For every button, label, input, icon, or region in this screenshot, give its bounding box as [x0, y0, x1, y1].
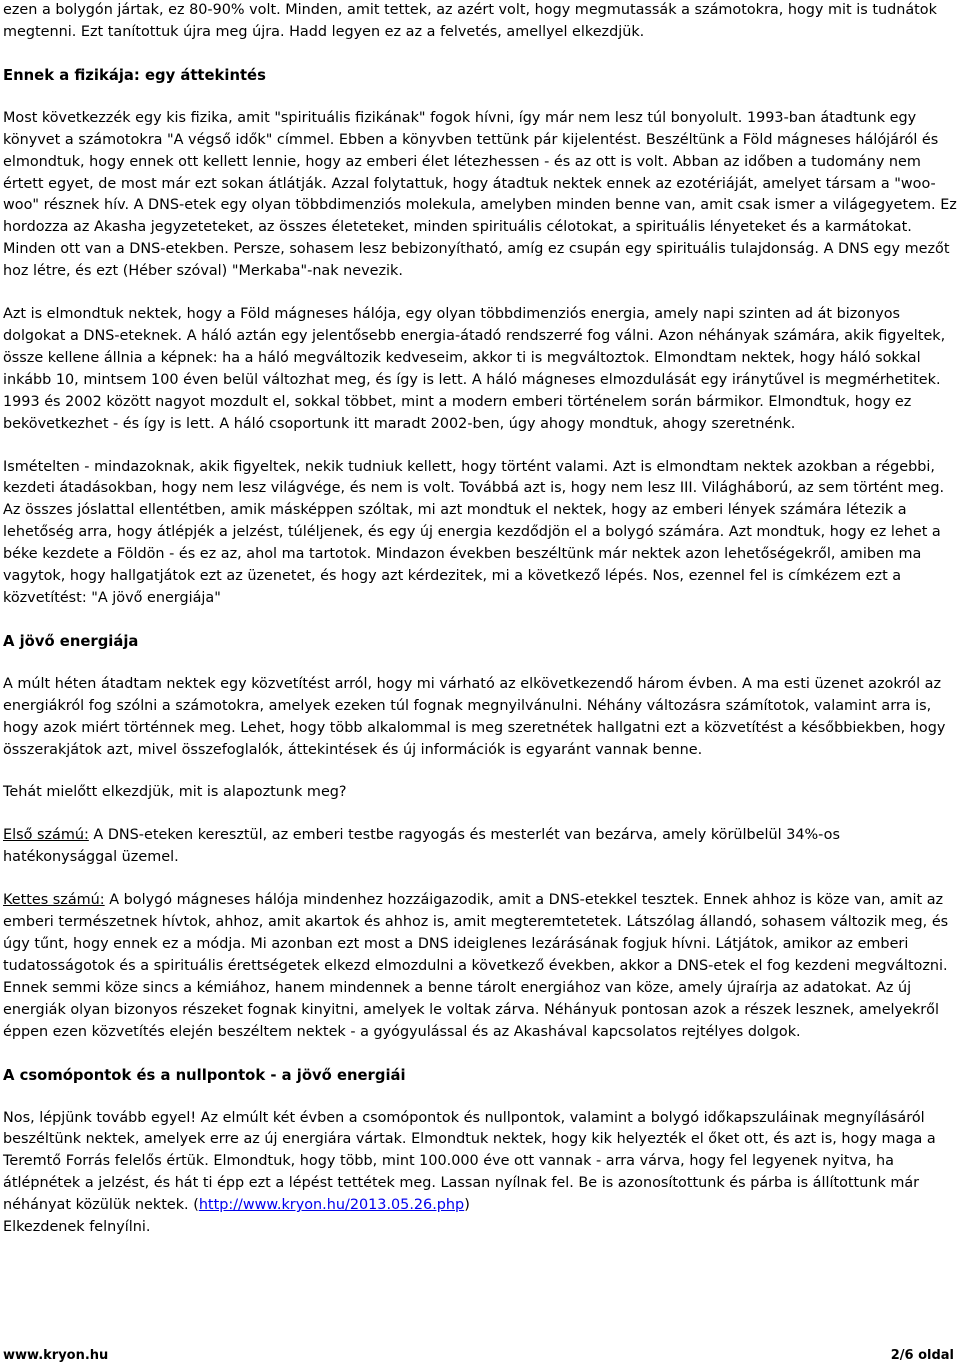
first-point-paragraph — [3, 825, 957, 869]
footer-page-number: 2/6 oldal — [890, 1348, 954, 1363]
first-point-text: A DNS-eteken keresztül, az emberi testbe ragyogás és mesterlét van bezárva, amely körülbelül 34%-os hatékonysággal üzemel. — [3, 827, 840, 866]
end-text: Elkezdenek felnyílni. — [3, 1219, 151, 1236]
repeat-paragraph: Ismételten - mindazoknak, akik figyeltek, nekik tudniuk kellett, hogy történt valami. Azt is elmondtam nektek azokban a régebbi, kezdeti átadásokban, hogy nem lesz világvége, és nem is volt. Továbbá azt is, hogy nem lesz III. Világháború, az sem történt meg. Az összes jóslattal ellentétben, amik másképpen szóltak, mi azt mondtuk el nektek, hogy az emberi lények számára létezik a lehetőség arra, hogy átlépjék a jelzést, túléljenek, és egy új energia kezdődjön el a bolygó számára. Azt mondtuk, hogy ez lehet a béke kezdete a Földön - és ez az, ahol ma tartotok. Mindazon években beszéltünk már nektek azon lehetőségekről, amiben ma vagytok, hogy hallgatjátok ezt az üzenetet, és hogy azt kérdezitek, mi a következő lépés. Nos, ezennel fel is címkézem ezt a közvetítést: "A jövő energiája" — [3, 458, 945, 606]
page-footer — [3, 1347, 954, 1365]
second-point-paragraph — [3, 890, 957, 1043]
kryon-link[interactable]: http://www.kryon.hu/2013.05.26.php — [198, 1197, 465, 1214]
second-point-label: Kettes számú: — [3, 892, 105, 909]
first-point-label: Első számú: — [3, 827, 89, 844]
physics-paragraph: Most következzék egy kis fizika, amit "spirituális fizikának" fogok hívni, így már nem lesz túl bonyolult. 1993-ban átadtunk egy könyvet a számotokra "A végső idők" címmel. Ebben a könyvben tettünk pár kijelentést. Beszéltünk a Föld mágneses hálójáról és elmondtuk, hogy ennek ott kellett lennie, hogy az emberi élet létezhessen - és az ott is volt. Abban az időben a tudomány nem értett egyet, de most már ezt sokan átlátják. Azzal folytattuk, hogy átadtuk nektek ennek az ezotériáját, amelyet társam a "woo-woo" résznek hív. A DNS-etek egy olyan többdimenziós molekula, amelyben minden benne van, amit csak ismer a világegyetem. Ez hordozza az Akasha jegyzeteteket, az összes életeteket, minden spirituális célotokat, a spirituális lényeteket és a karmátokat. Minden ott van a DNS-etekben. Persze, sohasem lesz bebizonyítható, amíg ez csupán egy spirituális tulajdonság. A DNS egy mezőt hoz létre, és ezt (Héber szóval) "Merkaba"-nak nevezik. — [3, 109, 957, 280]
nodes-block — [3, 1108, 957, 1239]
nodes-paragraph — [3, 1108, 957, 1239]
intro-paragraph: ezen a bolygón jártak, ez 80-90% volt. Minden, amit tettek, az azért volt, hogy megmutassák a számotokra, hogy mit is tudnátok megtenni. Ezt tanítottuk újra meg újra. Hadd legyen ez az a felvetés, amellyel elkezdjük. — [3, 2, 937, 40]
heading-physics: Ennek a fizikája: egy áttekintés — [3, 66, 266, 84]
question-paragraph: Tehát mielőtt elkezdjük, mit is alapoztunk meg? — [3, 784, 347, 801]
footer-site: www.kryon.hu — [3, 1348, 109, 1363]
document-page — [3, 0, 957, 1239]
grid-paragraph: Azt is elmondtuk nektek, hogy a Föld mágneses hálója, egy olyan többdimenziós energia, amely napi szinten ad át bizonyos dolgokat a DNS-eteknek. A háló aztán egy jelentősebb energia-átadó rendszerré fog válni. Azon néhányak számára, akik figyeltek, össze kellene állnia a képnek: ha a háló megváltozik kedveseim, akkor ti is megváltoztok. Elmondtam nektek, hogy háló sokkal inkább 10, mintsem 100 éven belül változhat meg, és így is lett. A háló mágneses elmozdulását egy iránytűvel is megmérhetitek. 1993 és 2002 között nagyot mozdult el, sokkal többet, mint a modern emberi történelem során bármikor. Elmondtuk, hogy ez bekövetkezhet - és így is lett. A háló csoportunk itt maradt 2002-ben, úgy ahogy mondtuk, ahogy szeretnénk. — [3, 306, 946, 432]
nodes-close: ) — [464, 1197, 470, 1214]
heading-nodes: A csomópontok és a nullpontok - a jövő energiái — [3, 1066, 406, 1084]
future-paragraph: A múlt héten átadtam nektek egy közvetítést arról, hogy mi várható az elkövetkezendő három évben. A ma esti üzenet azokról az energiákról fog szólni a számotokra, amelyek ezeken túl fognak megnyilvánulni. Néhány változásra számítotok, valamint arra is, hogy azok miért történnek meg. Lehet, hogy több alkalommal is meg szeretnétek hallgatni ezt a közvetítést a későbbiekben, hogy összerakjátok azt, mivel összefoglalók, áttekintések és új információk is egyaránt vannak benne. — [3, 675, 946, 758]
heading-future: A jövő energiája — [3, 632, 139, 650]
nodes-text: Nos, lépjünk tovább egyel! Az elmúlt két évben a csomópontok és nullpontok, valamint a bolygó időkapszuláinak megnyílásáról beszéltünk nektek, amelyek erre az új energiára vártak. Elmondtuk nektek, hogy kik helyezték el őket ott, és azt is, hogy maga a Teremtő Forrás felelős értük. Elmondtuk, hogy több, mint 100.000 éve ott vannak - arra várva, hogy fel legyenek nyitva, ha átlépnétek a jelzést, és hát ti épp ezt a lépést tettétek meg. Lassan nyílnak fel. Be is azonosítottunk és párba is állítottunk már néhányat közülük nektek. ( — [3, 1109, 936, 1214]
second-point-text: A bolygó mágneses hálója mindenhez hozzáigazodik, amit a DNS-etekkel tesztek. Ennek ahhoz is köze van, amit az emberi természetnek hívtok, ahhoz, amit akartok és ahhoz is, amit megteremtetetek. Látszólag állandó, sohasem változik meg, és úgy tűnt, hogy ennek ez a módja. Mi azonban ezt most a DNS ideiglenes lezárásának fogjuk hívni. Látjátok, amikor az emberi tudatosságotok és a spirituális érettségetek elkezd elmozdulni a következő években, akkor a DNS-etek el fog kezdeni megváltozni. Ennek semmi köze sincs a kémiához, hanem mindennek a benne tárolt energiához van köze, amely újraírja az adatokat. Az új energiák olyan bizonyos részeket fognak kinyitni, amelyek le voltak zárva. Néhányuk pontosan azok a részek lesznek, amelyekről éppen ezen közvetítés elején beszéltem nektek - a gyógyulással és az Akashával kapcsolatos rejtélyes dolgok. — [3, 892, 949, 1040]
